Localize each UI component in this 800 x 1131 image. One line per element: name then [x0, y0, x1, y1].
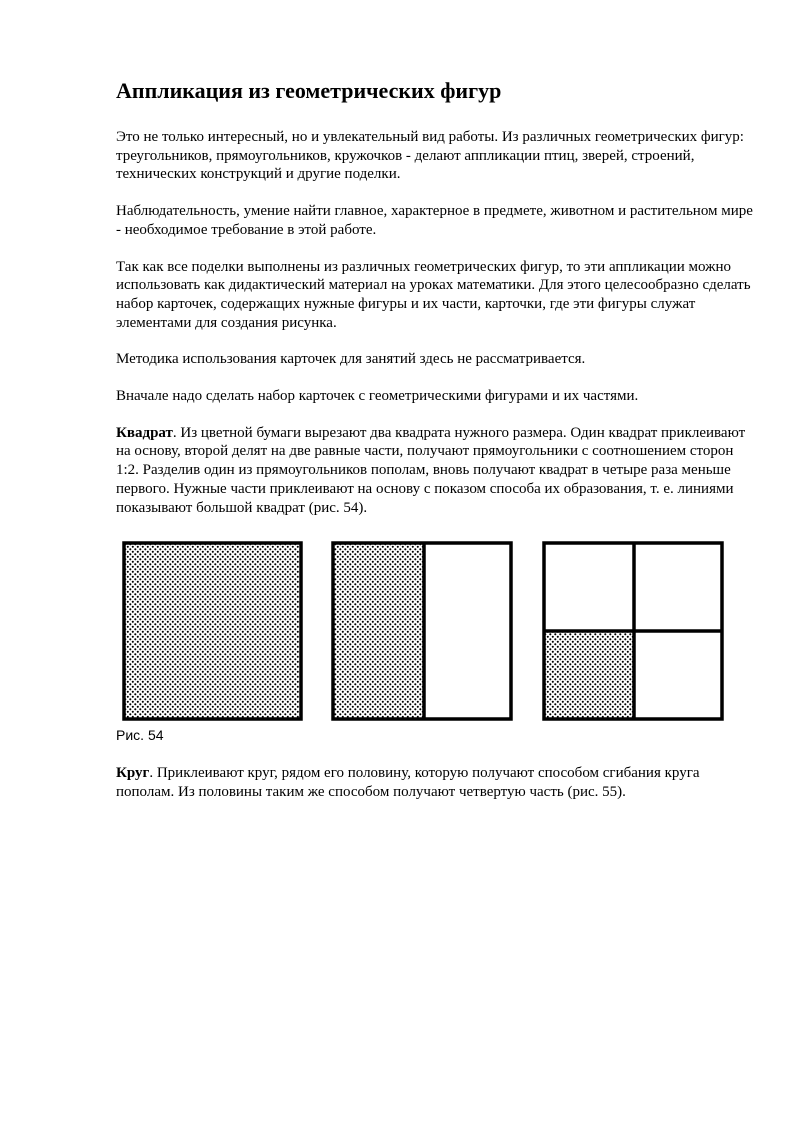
figure-54	[119, 538, 739, 724]
square-term: Квадрат	[116, 424, 173, 441]
document-title: Аппликация из геометрических фигур	[116, 78, 502, 103]
paragraph-square	[116, 424, 756, 518]
shaded-quarter-square	[544, 631, 634, 719]
paragraph-didactic: Так как все поделки выполнены из различных геометрических фигур, то эти аппликации можно использовать как дидактический материал на уроках математики. Для этого целесообразно сделать набор карточек, содержащих нужные фигуры и их части, карточки, где эти фигуры служат элементами для создания рисунка.	[116, 258, 751, 331]
paragraph-observation: Наблюдательность, умение найти главное, характерное в предмете, животном и растительном мире - необходимое требование в этой работе.	[116, 203, 753, 238]
circle-text: . Приклеивают круг, рядом его половину, которую получают способом сгибания круга пополам. Из половины таким же способом получают четвертую часть (рис. 55).	[116, 765, 700, 800]
paragraph-intro: Это не только интересный, но и увлекательный вид работы. Из различных геометрических фигур: треугольников, прямоугольников, кружочков - делают аппликации птиц, зверей, строений, технических конструкций и другие поделки.	[116, 129, 744, 183]
quartered-square-shape	[544, 543, 722, 719]
halved-square-shape	[333, 543, 511, 719]
figure-caption: Рис. 54	[116, 727, 164, 744]
shaded-half-rectangle	[333, 543, 424, 719]
square-text: . Из цветной бумаги вырезают два квадрата нужного размера. Один квадрат приклеивают на основу, второй делят на две равные части, получают прямоугольники с соотношением сторон 1:2. Разделив один из прямоугольников пополам, вновь получают квадрат в четыре раза меньше первого. Нужные части приклеивают на основу с показом способа их образования, т. е. линиями показывают большой квадрат (рис. 54).	[116, 424, 746, 516]
paragraph-circle	[116, 764, 756, 801]
figure-54-illustration	[119, 538, 739, 724]
full-square-shape	[124, 543, 301, 719]
circle-term: Круг	[116, 765, 150, 782]
paragraph-methodology: Методика использования карточек для занятий здесь не рассматривается.	[116, 351, 586, 368]
paragraph-card-set: Вначале надо сделать набор карточек с геометрическими фигурами и их частями.	[116, 388, 639, 405]
document-page	[116, 76, 756, 820]
